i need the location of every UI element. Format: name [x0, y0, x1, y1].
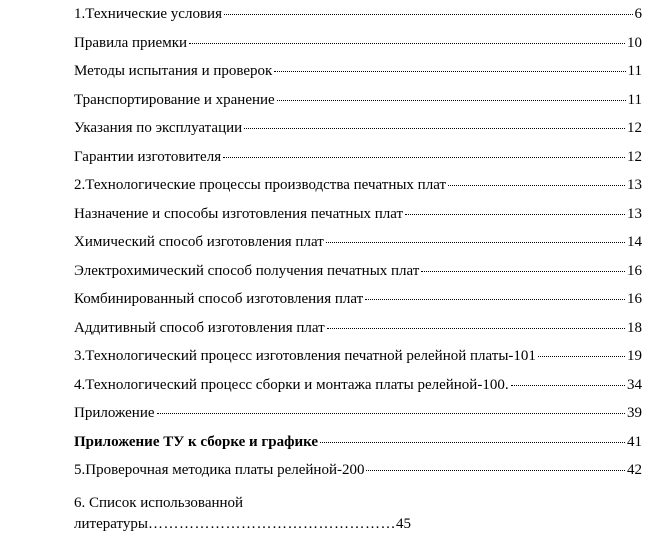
- toc-entry-title: Правила приемки: [74, 34, 188, 51]
- toc-entry-title: Указания по эксплуатации: [74, 120, 243, 136]
- dot-leader: [326, 242, 625, 243]
- toc-entry-page: 16: [627, 262, 642, 279]
- dot-leader: [366, 470, 625, 471]
- toc-entry: [74, 346, 642, 375]
- toc-entry-title: 4.Технологический процесс сборки и монтажа платы релейной-100.: [74, 376, 509, 393]
- toc-entry: [74, 261, 642, 290]
- dot-leader: [511, 385, 625, 386]
- toc-entry: [74, 204, 642, 233]
- toc-entry: [74, 90, 642, 119]
- toc-entry-page: 6: [634, 6, 642, 22]
- toc-entry-title: Транспортирование и хранение: [74, 91, 275, 108]
- dot-leader: [538, 356, 625, 357]
- toc-entry-title: Приложение ТУ к сборке и графике: [74, 433, 319, 450]
- toc-entry: [74, 4, 642, 33]
- toc-entry-title: Методы испытания и проверок: [74, 63, 273, 79]
- toc-entry-title: 5.Проверочная методика платы релейной-200: [74, 462, 365, 478]
- toc-entry-title: Приложение: [74, 405, 155, 421]
- toc-entry-title-continued: литературы: [74, 515, 148, 532]
- dot-leader: [448, 185, 625, 186]
- toc-entry-page: 42: [627, 462, 642, 478]
- dot-leader: [405, 214, 625, 215]
- toc-entry-page: 14: [627, 234, 642, 250]
- toc-entry-page: 11: [627, 91, 642, 108]
- toc-entry-page: 12: [627, 148, 642, 165]
- dot-leader: …………………………………………: [147, 515, 396, 532]
- toc-entry-title: 2.Технологические процессы производства печатных плат: [74, 177, 447, 193]
- toc-entry: [74, 33, 642, 62]
- dot-leader: [327, 328, 625, 329]
- toc-entry: [74, 118, 642, 147]
- dot-leader: [223, 157, 625, 158]
- dot-leader: [157, 413, 625, 414]
- toc-entry-title: Комбинированный способ изготовления плат: [74, 291, 364, 307]
- toc-entry: [74, 61, 642, 90]
- dot-leader: [320, 442, 625, 443]
- toc-entry-page: 34: [627, 376, 642, 393]
- toc-entry-page: 19: [627, 348, 642, 364]
- dot-leader: [277, 100, 626, 101]
- toc-entry: [74, 147, 642, 176]
- toc-entry-page: 18: [627, 319, 642, 336]
- toc-entry: [74, 232, 642, 261]
- toc-entry-page: 45: [395, 515, 411, 532]
- dot-leader: [421, 271, 625, 272]
- dot-leader: [274, 71, 625, 72]
- dot-leader: [244, 128, 625, 129]
- toc-entry-page: 13: [627, 177, 642, 193]
- toc-entry: [74, 403, 642, 432]
- toc-entry-title: Электрохимический способ получения печатных плат: [74, 262, 420, 279]
- dot-leader: [189, 43, 625, 44]
- toc-entry-page: 10: [627, 34, 642, 51]
- toc-entry-page: 11: [627, 63, 642, 79]
- toc-entry-title: 3.Технологический процесс изготовления печатной релейной платы-101: [74, 348, 536, 364]
- toc-entry: [74, 175, 642, 204]
- toc-entry-title: Химический способ изготовления плат: [74, 234, 324, 250]
- dot-leader: [224, 14, 633, 15]
- toc-entry-title: Гарантии изготовителя: [74, 148, 222, 165]
- table-of-contents: [74, 4, 642, 535]
- toc-entry-page: 12: [627, 120, 642, 136]
- toc-entry-page: 41: [627, 433, 642, 450]
- toc-entry: [74, 289, 642, 318]
- toc-entry-title: Назначение и способы изготовления печатных плат: [74, 205, 404, 222]
- toc-entry-title: Аддитивный способ изготовления плат: [74, 319, 325, 336]
- toc-entry-references: [74, 493, 642, 535]
- toc-entry-page: 16: [627, 291, 642, 307]
- toc-entry-continuation: [74, 514, 642, 535]
- toc-entry-title: 1.Технические условия: [74, 6, 222, 22]
- dot-leader: [365, 299, 625, 300]
- toc-entry-title: 6. Список использованной: [74, 494, 244, 511]
- toc-entry: [74, 375, 642, 404]
- toc-entry-page: 39: [627, 405, 642, 421]
- toc-entry: [74, 460, 642, 489]
- toc-entry: [74, 318, 642, 347]
- toc-entry: [74, 432, 642, 461]
- toc-entry-page: 13: [627, 205, 642, 222]
